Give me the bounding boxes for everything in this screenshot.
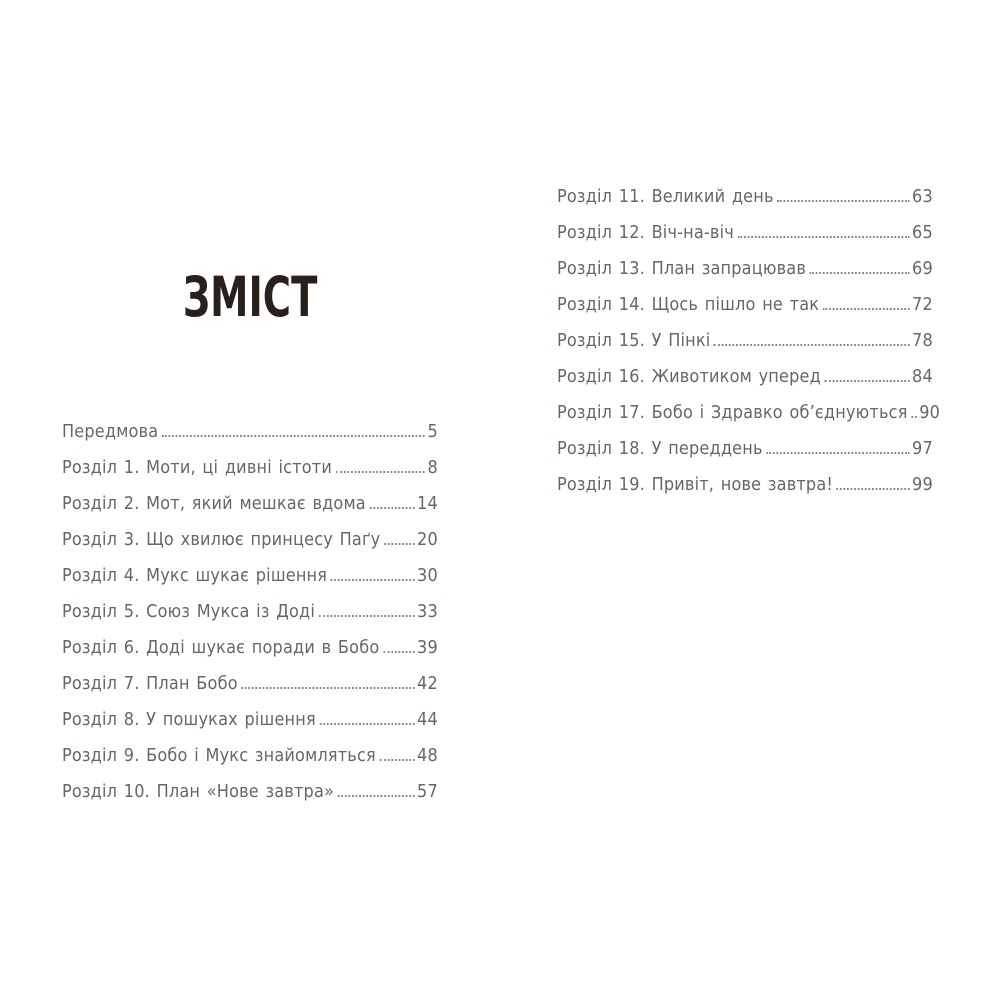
- toc-leader-dots: [241, 687, 414, 689]
- toc-leader-dots: [777, 200, 909, 202]
- toc-entry-page-number: 33: [417, 601, 438, 622]
- toc-entry-label: Розділ 2. Мот, який мешкає вдома: [62, 493, 366, 514]
- toc-entry: [62, 666, 438, 702]
- toc-entry-page-number: 72: [912, 294, 933, 315]
- toc-entry-page-number: 99: [912, 474, 933, 495]
- toc-leader-dots: [714, 344, 909, 346]
- toc-entry-label: Розділ 9. Бобо і Мукс знайомляться: [62, 745, 376, 766]
- toc-entry-label: Розділ 10. План «Нове завтра»: [62, 781, 335, 802]
- toc-leader-dots: [369, 507, 414, 509]
- toc-entry-label: Розділ 12. Віч-на-віч: [557, 222, 734, 243]
- toc-leader-dots: [338, 795, 415, 797]
- toc-leader-dots: [162, 435, 425, 437]
- toc-entry-page-number: 78: [912, 330, 933, 351]
- toc-entry-label: Розділ 11. Великий день: [557, 186, 774, 207]
- toc-entry-page-number: 57: [417, 781, 438, 802]
- toc-entry-page-number: 14: [417, 493, 438, 514]
- toc-entry: [557, 179, 933, 215]
- toc-entry-label: Розділ 19. Привіт, нове завтра!: [557, 474, 834, 495]
- toc-entry-label: Розділ 1. Моти, ці дивні істоти: [62, 457, 333, 478]
- toc-entry-page-number: 20: [417, 529, 438, 550]
- toc-column-right: [557, 179, 941, 503]
- toc-entry: [62, 486, 438, 522]
- toc-entry: [62, 414, 438, 450]
- toc-entry: [62, 738, 438, 774]
- toc-entry-label: Розділ 13. План запрацював: [557, 258, 806, 279]
- toc-entry: [557, 215, 933, 251]
- toc-entry-label: Розділ 5. Союз Мукса із Доді: [62, 601, 315, 622]
- toc-title: ЗМІСТ: [182, 265, 318, 329]
- toc-leader-dots: [810, 272, 910, 274]
- toc-leader-dots: [738, 236, 910, 238]
- toc-entry-page-number: 30: [417, 565, 438, 586]
- toc-entry: [557, 287, 933, 323]
- toc-title-wrap: [62, 265, 438, 329]
- toc-entry-label: Розділ 16. Животиком уперед: [557, 366, 821, 387]
- toc-entry: [557, 251, 933, 287]
- toc-entry-page-number: 5: [427, 421, 438, 442]
- toc-entry: [62, 558, 438, 594]
- toc-entry-page-number: 48: [417, 745, 438, 766]
- toc-leader-dots: [379, 759, 414, 761]
- toc-entry-page-number: 63: [912, 186, 933, 207]
- toc-entry-label: Розділ 17. Бобо і Здравко об’єднуються: [557, 402, 908, 423]
- toc-entry-label: Розділ 8. У пошуках рішення: [62, 709, 316, 730]
- toc-entry-label: Розділ 7. План Бобо: [62, 673, 238, 694]
- toc-entry: [557, 467, 933, 503]
- toc-entry-page-number: 84: [912, 366, 933, 387]
- toc-leader-dots: [766, 452, 909, 454]
- toc-entry-label: Передмова: [62, 421, 159, 442]
- toc-leader-dots: [336, 471, 425, 473]
- toc-leader-dots: [911, 416, 916, 418]
- toc-entry: [62, 594, 438, 630]
- toc-entry: [62, 450, 438, 486]
- toc-entry-page-number: 90: [919, 402, 941, 423]
- toc-entry-page-number: 97: [912, 438, 933, 459]
- toc-entry-label: Розділ 15. У Пінкі: [557, 330, 711, 351]
- toc-leader-dots: [383, 651, 414, 653]
- toc-entry-page-number: 39: [417, 637, 438, 658]
- toc-entry: [62, 522, 438, 558]
- toc-entry-page-number: 69: [912, 258, 933, 279]
- toc-entry-label: Розділ 14. Щось пішло не так: [557, 294, 820, 315]
- toc-entry-page-number: 42: [417, 673, 438, 694]
- toc-entry-page-number: 44: [417, 709, 438, 730]
- toc-leader-dots: [837, 488, 910, 490]
- toc-leader-dots: [825, 380, 910, 382]
- toc-entry-page-number: 8: [427, 457, 438, 478]
- toc-entry: [557, 359, 933, 395]
- toc-entry: [62, 774, 438, 810]
- toc-entry: [557, 323, 933, 359]
- toc-entry-label: Розділ 4. Мукс шукає рішення: [62, 565, 328, 586]
- toc-leader-dots: [319, 723, 414, 725]
- toc-leader-dots: [384, 543, 414, 545]
- toc-leader-dots: [331, 579, 415, 581]
- toc-column-left: [62, 414, 438, 810]
- toc-entry-label: Розділ 18. У переддень: [557, 438, 763, 459]
- toc-entry: [557, 395, 941, 431]
- toc-leader-dots: [823, 308, 910, 310]
- toc-entry-label: Розділ 3. Що хвилює принцесу Паґу: [62, 529, 381, 550]
- toc-entry: [557, 431, 933, 467]
- toc-entry-label: Розділ 6. Доді шукає поради в Бобо: [62, 637, 380, 658]
- toc-entry-page-number: 65: [912, 222, 933, 243]
- toc-leader-dots: [319, 615, 415, 617]
- toc-entry: [62, 702, 438, 738]
- toc-entry: [62, 630, 438, 666]
